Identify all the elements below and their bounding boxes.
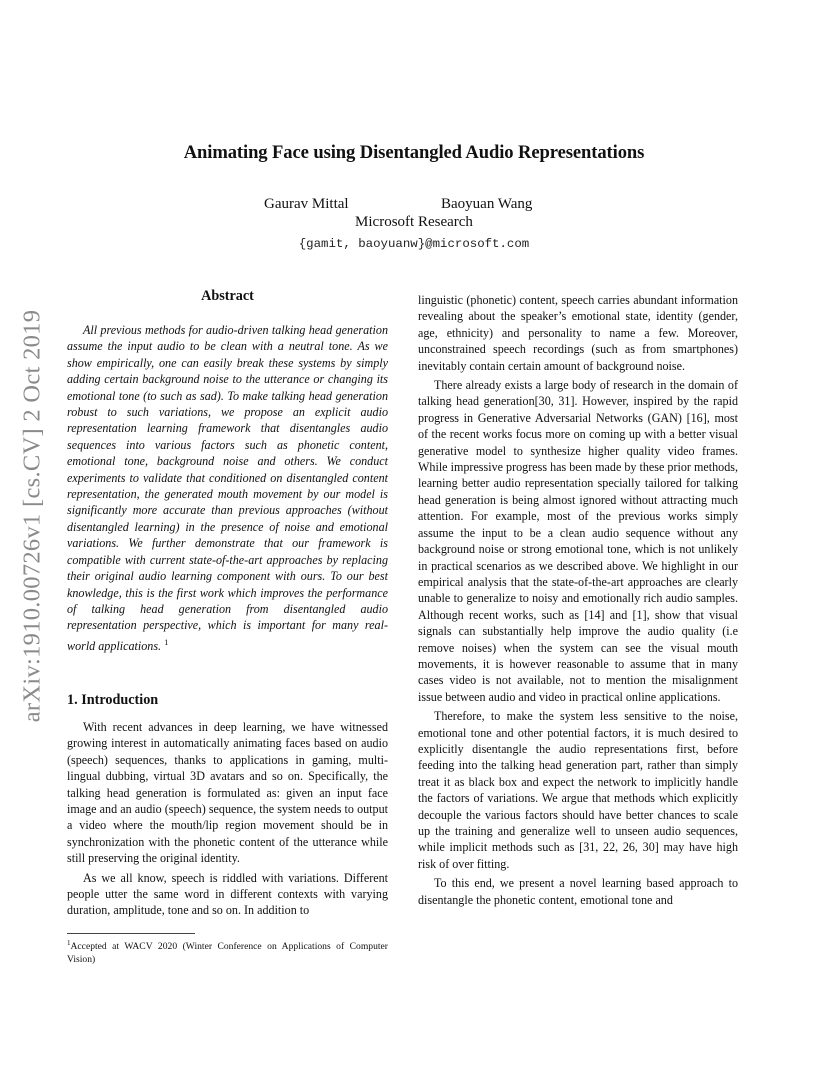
body-paragraph: There already exists a large body of research in the domain of talking head generation[30, 31]. However, inspired by the rapid progress in Generative Adversarial Networks (GAN) [16], most of the recent works focus more on coming up with a better visual generative model to synthesize higher quality video frames. While impressive progress has been made by these prior methods, learning better audio representation specially tailored for talking head generation is being almost ignored without attracting much attention. For example, most of the previous works simply assume the input to be a clean audio sequence without any background noise or strong emotional tone, which is not unlikely in practical scenarios as we described above. We highlight in our empirical analysis that the state-of-the-art approaches are clearly unable to generalize to noisy and emotionally rich audio samples. Although recent works, such as [14] and [1], show that visual signals can substantially help improve the audio quality (i.e remove noises) when the system can see the visual mouth movements, it is however reasonable to assume that in many cases video is not available, not to mention the misalignment issue between audio and video in practical online applications. xyxy=(418,378,738,704)
body-paragraph: With recent advances in deep learning, we have witnessed growing interest in automatically animating faces based on audio (speech) sequences, thanks to applications in gaming, multi-lingual dubbing, virtual 3D avatars and so on. Specifically, the talking head generation is formulated as: given an input face image and an audio (speech) sequence, the system needs to output a video where the mouth/lip region movement should be in synchronization with the phonetic content of the utterance while still preserving the original identity. xyxy=(67,720,388,866)
section-heading-introduction: 1. Introduction xyxy=(67,692,159,708)
right-column-text xyxy=(418,292,738,908)
author-name: Baoyuan Wang xyxy=(441,196,533,212)
body-paragraph: To this end, we present a novel learning based approach to disentangle the phonetic content, emotional tone and xyxy=(418,876,738,907)
abstract-heading: Abstract xyxy=(201,288,254,304)
author-name: Gaurav Mittal xyxy=(264,196,349,212)
author-email: {gamit, baoyuanw}@microsoft.com xyxy=(298,237,530,251)
body-paragraph: As we all know, speech is riddled with variations. Different people utter the same word in different contexts with varying duration, amplitude, tone and so on. In addition to xyxy=(67,870,388,918)
arxiv-identifier-stamp xyxy=(11,292,53,740)
abstract-paragraph: All previous methods for audio-driven talking head generation assume the input audio to be clean with a neutral tone. As we show empirically, one can easily break these systems by simply adding certain background noise to the utterance or changing its emotional tone (to such as sad). To make talking head generation robust to such variations, we propose an explicit audio representation learning framework that disentangles audio sequences into various factors such as phonetic content, emotional tone, background noise and others. We conduct experiments to validate that conditioned on disentangled content representation, the generated mouth movement by our model is significantly more accurate than previous approaches (without disentangled learning) in the presence of noise and emotional variations. We further demonstrate that our framework is compatible with current state-of-the-art approaches by replacing their original audio learning component with ours. To our best knowledge, this is the first work which improves the performance of talking head generation from disentangled audio representation perspective, which is important for many real-world applications. xyxy=(67,323,388,653)
footnote xyxy=(67,937,388,966)
body-paragraph: linguistic (phonetic) content, speech carries abundant information revealing about the speaker’s emotional state, identity (gender, age, ethnicity) and personality to name a few. Moreover, unconstrained speech recordings (such as from smartphones) inevitably contain certain amount of background noise. xyxy=(418,293,738,373)
abstract-text xyxy=(67,322,388,654)
footnote-divider xyxy=(67,933,195,934)
footnote-marker: 1 xyxy=(164,636,169,647)
footnote-text: Accepted at WACV 2020 (Winter Conference on Applications of Computer Vision) xyxy=(67,941,388,966)
introduction-text xyxy=(67,719,388,919)
affiliation: Microsoft Research xyxy=(355,214,473,230)
body-paragraph: Therefore, to make the system less sensitive to the noise, emotional tone and other potential factors, it is much desired to explicitly disentangle the audio representations first, before feeding into the talking head generation part, rather than simply treat it as black box and expect the network to implicitly handle the factors of variations. We argue that methods which explicitly decouple the various factors should have better chances to scale up the training and generalize well to unseen audio sequences, while implicit methods such as [31, 22, 26, 30] may have high risk of over fitting. xyxy=(418,709,738,871)
arxiv-stamp-text: arXiv:1910.00726v1 [cs.CV] 2 Oct 2019 xyxy=(18,309,46,723)
paper-title: Animating Face using Disentangled Audio Representations xyxy=(183,142,645,163)
footnote-number: 1 xyxy=(67,939,71,947)
